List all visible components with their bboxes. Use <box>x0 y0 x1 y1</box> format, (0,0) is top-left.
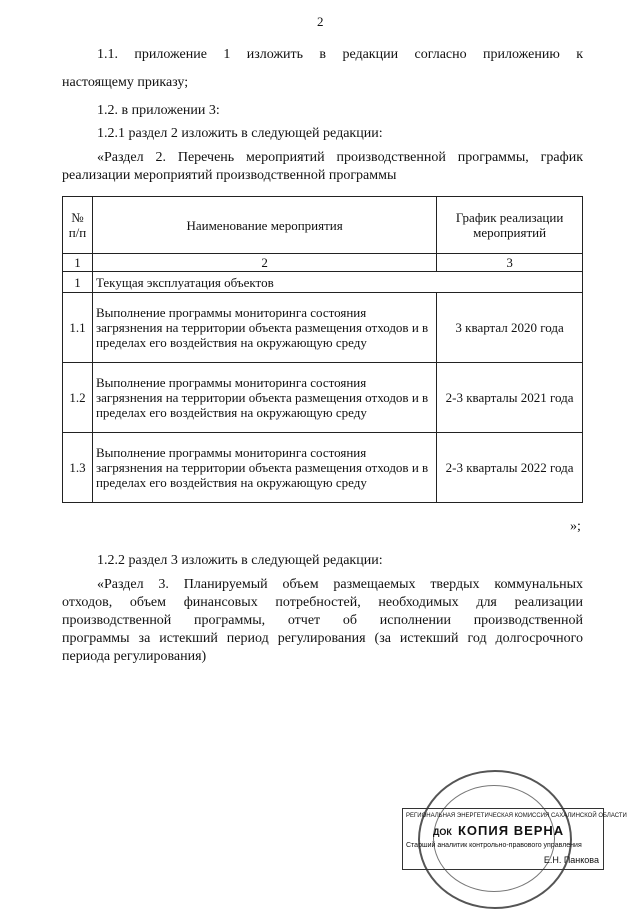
stamp-doc-prefix: ДОК <box>433 827 452 837</box>
header-name: Наименование мероприятия <box>92 197 436 254</box>
table-row <box>63 363 583 433</box>
index-cell: 1 <box>63 254 93 272</box>
closing-quote: »; <box>570 519 581 534</box>
section3-line5: периода регулирования) <box>62 649 207 664</box>
row-num: 1.1 <box>63 293 93 363</box>
stamp-title: КОПИЯ ВЕРНА <box>458 823 565 838</box>
header-schedule: График реализации мероприятий <box>437 197 583 254</box>
stamp-org: РЕГИОНАЛЬНАЯ ЭНЕРГЕТИЧЕСКАЯ КОМИССИЯ САХАЛИНСКОЙ ОБЛАСТИ <box>406 813 627 819</box>
paragraph-1-2-1: 1.2.1 раздел 2 изложить в следующей редакции: <box>97 126 383 141</box>
index-cell: 2 <box>92 254 436 272</box>
section-num: 1 <box>63 272 93 293</box>
measures-table <box>62 196 583 503</box>
row-schedule: 2-3 кварталы 2021 года <box>437 363 583 433</box>
stamp-position: Старший аналитик контрольно-правового управления <box>406 842 582 849</box>
paragraph-1-2: 1.2. в приложении 3: <box>97 103 220 118</box>
section3-line3: производственной программы, отчет об исполнении производственной <box>62 613 583 628</box>
section3-intro: 1.2.2 раздел 3 изложить в следующей редакции: <box>97 553 383 568</box>
row-schedule: 2-3 кварталы 2022 года <box>437 433 583 503</box>
row-name: Выполнение программы мониторинга состояния загрязнения на территории объекта размещения отходов и в пределах его воздействия на окружающую среду <box>92 363 436 433</box>
section2-heading-line2: реализации мероприятий производственной программы <box>62 168 397 183</box>
row-num: 1.2 <box>63 363 93 433</box>
row-name: Выполнение программы мониторинга состояния загрязнения на территории объекта размещения отходов и в пределах его воздействия на окружающую среду <box>92 293 436 363</box>
table-row <box>63 293 583 363</box>
paragraph-1-1-line2: настоящему приказу; <box>62 75 189 90</box>
row-name: Выполнение программы мониторинга состояния загрязнения на территории объекта размещения отходов и в пределах его воздействия на окружающую среду <box>92 433 436 503</box>
row-num: 1.3 <box>63 433 93 503</box>
section2-heading-line1: «Раздел 2. Перечень мероприятий производственной программы, график <box>97 150 583 165</box>
stamp-name: Е.Н. Панкова <box>543 855 599 865</box>
page-number: 2 <box>317 14 324 29</box>
copy-stamp <box>402 808 627 870</box>
section-name: Текущая эксплуатация объектов <box>92 272 582 293</box>
table-header-row <box>63 197 583 254</box>
paragraph-1-1-line1: 1.1. приложение 1 изложить в редакции согласно приложению к <box>97 47 583 62</box>
table-section-row <box>63 272 583 293</box>
row-schedule: 3 квартал 2020 года <box>437 293 583 363</box>
table-row <box>63 433 583 503</box>
section3-line1: «Раздел 3. Планируемый объем размещаемых твердых коммунальных <box>97 577 583 592</box>
section3-line2: отходов, объем финансовых потребностей, необходимых для реализации <box>62 595 583 610</box>
header-num: № п/п <box>63 197 93 254</box>
table-index-row <box>63 254 583 272</box>
index-cell: 3 <box>437 254 583 272</box>
section3-line4: программы за истекший период регулирования (за истекший год долгосрочного <box>62 631 583 646</box>
